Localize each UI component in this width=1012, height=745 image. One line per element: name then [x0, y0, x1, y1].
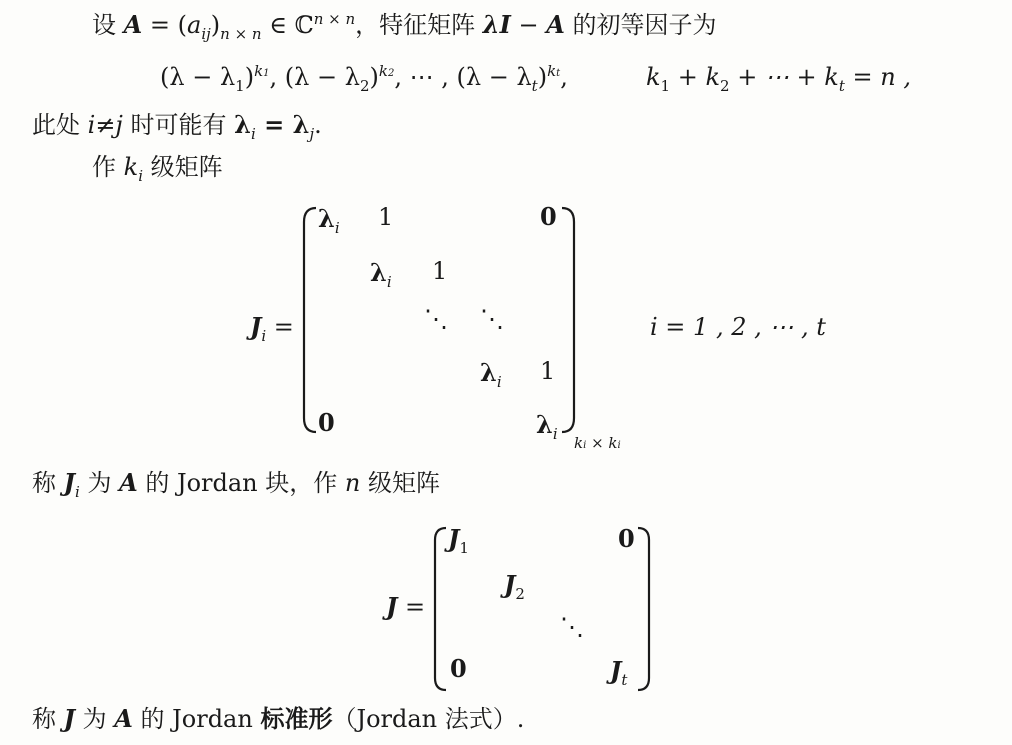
defined-term: 标准形: [260, 704, 333, 733]
block-ddots: ⋱: [560, 613, 584, 641]
jordan-block-lhs: $J_i$ =: [250, 312, 294, 345]
cell-zero-top: 0: [540, 202, 557, 231]
cell-one-1: 1: [378, 203, 394, 231]
block-zero-bottom: 0: [450, 654, 467, 683]
jordan-block-size: ki × ki: [574, 434, 621, 452]
paragraph-1: 设 $A = (a_{ij})_{n \times n}$ ∈ ℂ$^{n \times n}$，特征矩阵 λI − A 的初等因子为: [92, 10, 717, 43]
cell-ddots-2: ⋱: [480, 305, 504, 333]
jordan-block-matrix: [300, 200, 590, 450]
block-J1: $J_1$: [448, 524, 469, 557]
cell-one-3: 1: [540, 357, 556, 385]
paragraph-5: 称 J 为 A 的 Jordan 标准形（Jordan 法式）.: [32, 704, 525, 733]
block-Jt: $J_t$: [610, 656, 628, 689]
cell-ddots-1: ⋱: [424, 305, 448, 333]
cell-lambda-4: $\lambda_i$: [536, 410, 558, 443]
cell-lambda-3: $\lambda_i$: [480, 358, 502, 391]
paragraph-3: 作 $k_i$ 级矩阵: [92, 153, 223, 185]
cell-zero-bottom: 0: [318, 408, 335, 437]
elementary-divisors: $(\lambda - \lambda_1)^{k1}$, $(\lambda - \lambda_2)^{k2}$, ⋯ , $(\lambda - \lambda_t)^{kt}$,: [160, 62, 568, 95]
cell-lambda-2: $\lambda_i$: [370, 258, 392, 291]
paragraph-2: 此处 i≠j 时可能有 $\lambda_i = \lambda_j$.: [32, 110, 322, 143]
index-range: i = 1 , 2 , ⋯ , t: [650, 313, 826, 341]
cell-one-2: 1: [432, 257, 448, 285]
jordan-form-lhs: J =: [386, 592, 426, 621]
block-zero-top: 0: [618, 524, 635, 553]
exponent-sum: $k_1 + k_2$ + ⋯ + $k_t = n$ ,: [646, 63, 911, 95]
cell-lambda-1: $\lambda_i$: [318, 204, 340, 237]
block-J2: $J_2$: [504, 570, 525, 603]
jordan-form-matrix: [432, 520, 662, 700]
paragraph-4: 称 $J_i$ 为 A 的 Jordan 块，作 n 级矩阵: [32, 468, 440, 501]
